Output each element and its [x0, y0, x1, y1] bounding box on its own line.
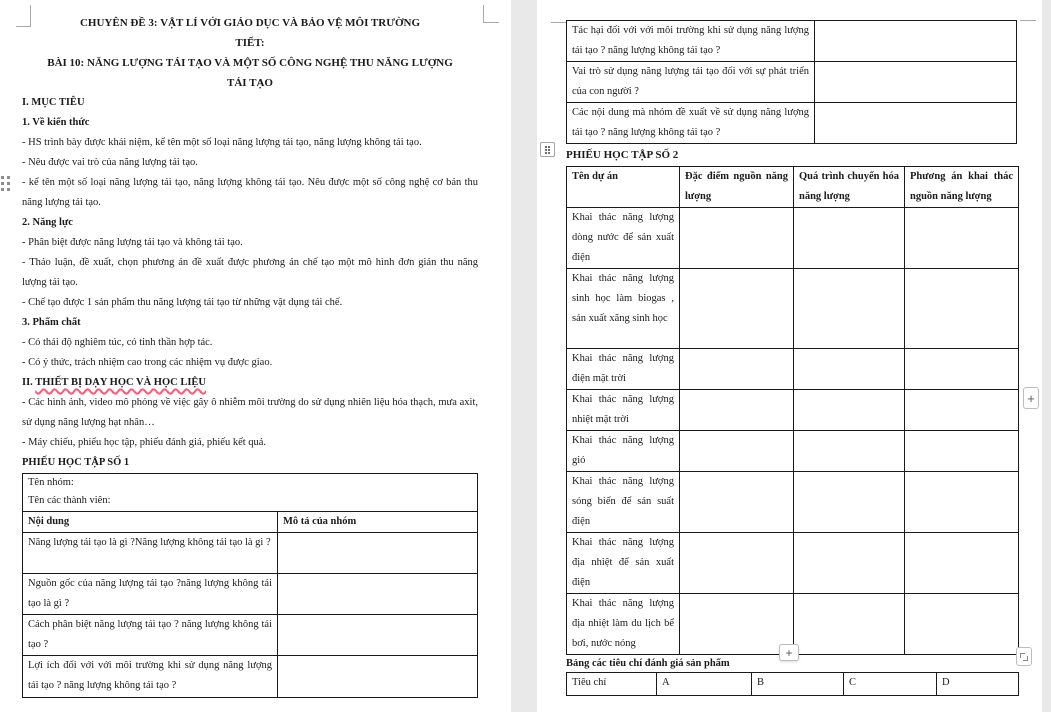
paragraph-thai-do: - Có thái độ nghiêm túc, có tinh thần hợp tác. [22, 337, 213, 348]
phieu2-empty-cell [680, 431, 794, 472]
phieu2-header-qua-trinh: Quá trình chuyển hóa năng lượng [794, 167, 905, 208]
phieu1-question: Vai trò sử dụng năng lượng tái tạo đối với sự phát triển của con người ? [567, 62, 815, 103]
margin-corner-mark [483, 5, 484, 23]
phieu2-project: Khai thác năng lượng địa nhiệt để sản xuất điện [567, 533, 680, 594]
phieu2-empty-cell [905, 431, 1019, 472]
phieu2-empty-cell [794, 208, 905, 269]
phieu2-empty-cell [794, 431, 905, 472]
phieu2-empty-cell [905, 208, 1019, 269]
phieu2-table [566, 166, 1019, 655]
phieu2-header-ten-du-an: Tên dự án [567, 167, 680, 208]
heading-kien-thuc: 1. Về kiến thức [22, 117, 90, 128]
margin-corner-mark [551, 22, 566, 23]
phieu1-question: Lợi ích đối với với môi trường khi sử dụng năng lượng tái tạo ? năng lượng không tái tạo ? [23, 656, 278, 698]
insert-column-button[interactable] [779, 644, 799, 661]
phieu2-empty-cell [680, 349, 794, 390]
page-1-content [0, 0, 511, 698]
group-info-cell [23, 474, 478, 512]
table-move-handle-icon[interactable] [540, 142, 555, 157]
phieu2-empty-cell [680, 208, 794, 269]
doc-title-line-1: CHUYÊN ĐỀ 3: VẬT LÍ VỚI GIÁO DỤC VÀ BẢO VỆ MÔI TRƯỜNG [79, 17, 421, 29]
plus-icon: + [1027, 390, 1035, 406]
phieu2-empty-cell [794, 269, 905, 349]
margin-corner-mark [30, 5, 31, 27]
phieu2-empty-cell [680, 594, 794, 655]
phieu1-question: Cách phân biệt năng lượng tái tạo ? năng lượng không tái tạo ? [23, 615, 278, 656]
phieu2-empty-cell [905, 349, 1019, 390]
margin-corner-mark [1020, 20, 1036, 21]
document-page-2 [537, 0, 1042, 712]
page-2-content [537, 0, 1042, 696]
phieu2-project: Khai thác năng lượng điện mặt trời [567, 349, 680, 390]
document-page-1 [0, 0, 511, 712]
paragraph-ke-ten: - kể tên một số loại năng lượng tái tạo, năng lượng không tái tạo. Nêu được một số công nghệ cơ bản thu năng lượng tái tạo. [22, 177, 478, 208]
phieu1-answer-cell [815, 103, 1017, 144]
tieu-chi-col-a: A [657, 673, 752, 696]
paragraph-may-chieu: - Máy chiếu, phiếu học tập, phiếu đánh giá, phiếu kết quả. [22, 437, 267, 448]
heading-thiet-bi-number: II. [22, 377, 33, 388]
phieu2-project: Khai thác năng lượng gió [567, 431, 680, 472]
phieu1-answer-cell [278, 615, 478, 656]
group-name-label: Tên nhóm: [28, 477, 74, 488]
phieu1-question: Các nội dung mà nhóm đề xuất về sử dụng năng lượng tái tạo ? năng lượng không tái tạo ? [567, 103, 815, 144]
paragraph-phan-biet: - Phân biệt được năng lượng tái tạo và không tái tạo. [22, 237, 243, 248]
phieu2-project: Khai thác năng lượng địa nhiệt làm du lịch bể bơi, nước nóng [567, 594, 680, 655]
heading-bang-tieu-chi: Bảng các tiêu chí đánh giá sản phẩm [566, 658, 730, 669]
doc-title-line-3: BÀI 10: NĂNG LƯỢNG TÁI TẠO VÀ MỘT SỐ CÔNG NGHỆ THU NĂNG LƯỢNG [47, 57, 453, 69]
phieu1-question: Nguồn gốc của năng lượng tái tạo ?năng lượng không tái tạo là gì ? [23, 574, 278, 615]
phieu2-project: Khai thác năng lượng sinh học làm biogas , sản xuất xăng sinh học [567, 269, 680, 349]
heading-phieu-1: PHIẾU HỌC TẬP SỐ 1 [22, 457, 130, 468]
heading-pham-chat: 3. Phẩm chất [22, 317, 81, 328]
phieu1-answer-cell [815, 62, 1017, 103]
phieu2-empty-cell [905, 390, 1019, 431]
phieu1-answer-cell [278, 533, 478, 574]
doc-title-line-4: TÁI TẠO [227, 77, 273, 89]
phieu1-answer-cell [278, 574, 478, 615]
phieu1-question: Năng lượng tái tạo là gì ?Năng lượng không tái tạo là gì ? [23, 533, 278, 574]
phieu1-table [22, 473, 478, 698]
phieu2-empty-cell [794, 594, 905, 655]
paragraph-neu: - Nêu được vai trò của năng lượng tái tạo. [22, 157, 198, 168]
phieu2-project: Khai thác năng lượng dòng nước để sản xuất điện [567, 208, 680, 269]
heading-thiet-bi-text: THIẾT BỊ DẠY HỌC VÀ HỌC LIỆU [35, 377, 207, 388]
paragraph-y-thuc: - Có ý thức, trách nhiệm cao trong các nhiệm vụ được giao. [22, 357, 273, 368]
heading-phieu-2: PHIẾU HỌC TẬP SỐ 2 [566, 149, 679, 161]
phieu2-empty-cell [680, 390, 794, 431]
heading-muc-tieu: I. MỤC TIÊU [22, 97, 85, 108]
paragraph-hinh-anh: - Các hình ảnh, video mô phỏng về việc gây ô nhiễm môi trường do sử dụng nhiên liệu hóa thạch, mưa axit, sử dụng năng lượng hạt nhân… [22, 397, 478, 428]
tieu-chi-header: Tiêu chí [567, 673, 657, 696]
group-members-label: Tên các thành viên: [28, 495, 111, 506]
paragraph-drag-handle-icon[interactable] [1, 176, 10, 191]
tieu-chi-col-d: D [937, 673, 1019, 696]
tieu-chi-col-b: B [752, 673, 844, 696]
phieu2-empty-cell [905, 594, 1019, 655]
phieu1-answer-cell [815, 21, 1017, 62]
page-gap [511, 0, 537, 712]
phieu1-question: Tác hại đối với với môi trường khi sử dụng năng lượng tái tạo ? năng lượng không tái tạo ? [567, 21, 815, 62]
paragraph-che-tao: - Chế tạo được 1 sản phẩm thu năng lượng tái tạo từ những vật dụng tái chế. [22, 297, 343, 308]
heading-thiet-bi [22, 373, 478, 393]
margin-corner-mark [16, 26, 31, 27]
insert-row-button[interactable] [1023, 387, 1039, 409]
phieu2-project: Khai thác năng lượng sóng biển để sản suất điện [567, 472, 680, 533]
paragraph-thao-luan: - Thảo luận, đề xuất, chọn phương án đề xuất được phương án chế tạo một mô hình đơn giản thu năng lượng tái tạo. [22, 257, 478, 288]
phieu2-empty-cell [680, 472, 794, 533]
phieu2-empty-cell [794, 533, 905, 594]
resize-corners-icon [1020, 653, 1028, 661]
phieu2-project: Khai thác năng lượng nhiệt mặt trời [567, 390, 680, 431]
phieu1-table-continued [566, 20, 1017, 144]
phieu2-empty-cell [905, 533, 1019, 594]
tieu-chi-table [566, 672, 1019, 696]
tieu-chi-col-c: C [844, 673, 937, 696]
phieu1-header-noi-dung: Nội dung [23, 512, 278, 533]
margin-corner-mark [483, 22, 499, 23]
phieu1-header-mo-ta: Mô tả của nhóm [278, 512, 478, 533]
heading-nang-luc: 2. Năng lực [22, 217, 73, 228]
phieu2-header-phuong-an: Phương án khai thác nguồn năng lượng [905, 167, 1019, 208]
doc-title-line-2: TIẾT: [235, 37, 265, 49]
phieu2-empty-cell [680, 533, 794, 594]
table-resize-handle[interactable] [1016, 647, 1032, 666]
phieu2-empty-cell [905, 472, 1019, 533]
plus-icon: + [785, 645, 793, 660]
phieu2-empty-cell [794, 390, 905, 431]
canvas-right-edge [1042, 0, 1051, 712]
paragraph-hs: - HS trình bày được khái niệm, kể tên một số loại năng lượng tái tạo, năng lượng không tái tạo. [22, 137, 422, 148]
phieu2-empty-cell [905, 269, 1019, 349]
phieu2-empty-cell [794, 349, 905, 390]
phieu2-empty-cell [680, 269, 794, 349]
phieu1-answer-cell [278, 656, 478, 698]
phieu2-empty-cell [794, 472, 905, 533]
phieu2-header-dac-diem: Đặc điểm nguồn năng lượng [680, 167, 794, 208]
